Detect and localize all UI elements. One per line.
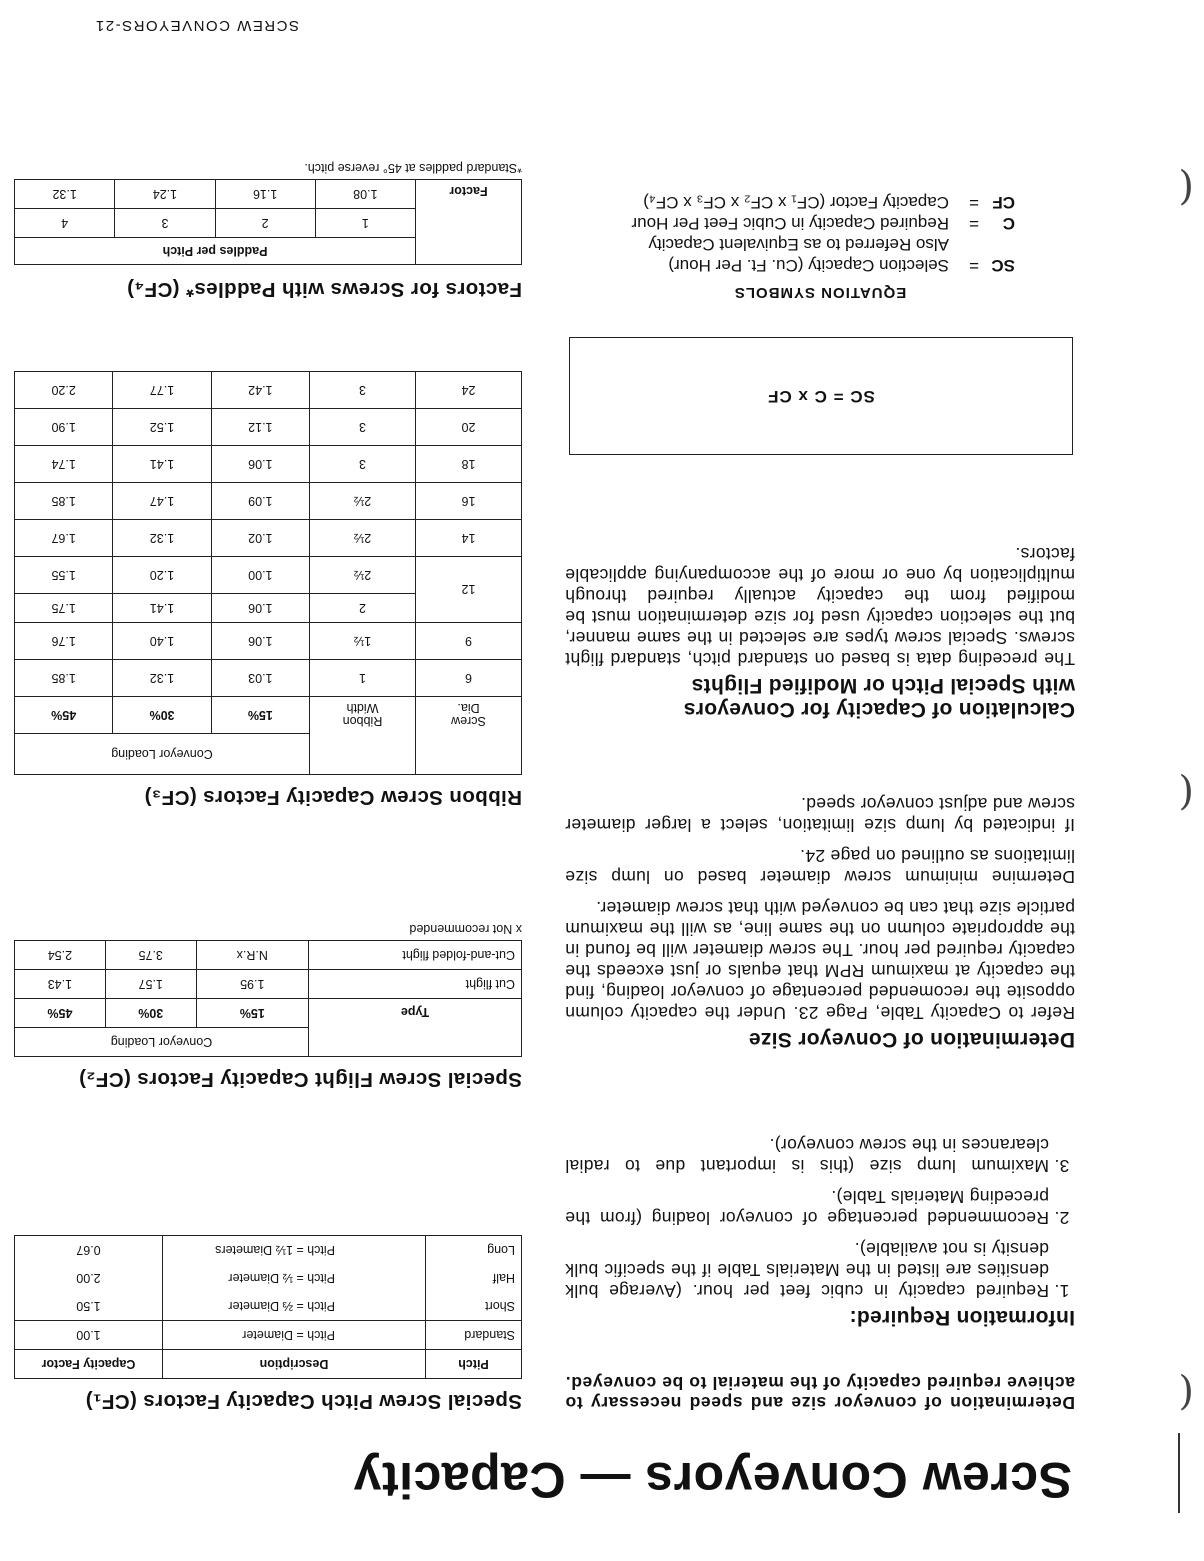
table-cell: Pitch = Diameter: [163, 1321, 426, 1350]
table-cell: 1.55: [15, 557, 113, 594]
table-cell: 1.43: [15, 970, 106, 999]
table-row: [15, 1264, 522, 1292]
header-line: Dia.: [457, 701, 480, 715]
table-cell: 16: [416, 483, 522, 520]
equation-symbols-title: EQUATION SYMBOLS: [733, 284, 907, 301]
table-cell: Cut-and-folded flight: [309, 941, 522, 970]
list-item: 3. Maximum lump size (this is important due to radial clearances in the screw conveyor).: [565, 1134, 1049, 1176]
margin-rule: [1178, 1433, 1180, 1513]
table-row: [15, 483, 522, 520]
table-header-row: [15, 238, 522, 265]
column-header: 45%: [15, 999, 106, 1028]
column-header: Pitch: [426, 1350, 522, 1379]
cf1-table: [14, 1235, 522, 1379]
binder-hole-mark: (: [1178, 1370, 1194, 1416]
cf1-title: Special Screw Pitch Capacity Factors (CF₁): [85, 1390, 522, 1413]
table-cell: 1: [310, 660, 416, 697]
table-cell: 20: [416, 409, 522, 446]
table-cell: 2: [310, 594, 416, 623]
table-cell: 3.75: [105, 941, 196, 970]
table-cell: 1.52: [113, 409, 211, 446]
list-item: 2. Recommended percentage of conveyor loading (from the preceding Materials Table).: [565, 1186, 1049, 1228]
table-cell: 2½: [310, 557, 416, 594]
header-line: Width: [346, 701, 379, 715]
table-cell: 1.00: [15, 1321, 163, 1350]
formula: SC = C x CF: [767, 387, 875, 406]
table-cell: 1.08: [315, 180, 415, 209]
cf3-section: [12, 371, 522, 809]
equation-symbol-row: [565, 213, 1015, 234]
column-header: 15%: [211, 697, 309, 734]
symbol-definition: Selection Capacity (Cu. Ft. Per Hour): [668, 256, 949, 275]
table-cell: 1.03: [211, 660, 309, 697]
cf4-note: *Standard paddles at 45° reverse pitch.: [304, 161, 522, 175]
table-row: [15, 446, 522, 483]
table-cell: 1.24: [115, 180, 215, 209]
list-item: 1. Required capacity in cubic feet per hour. (Average bulk densities are listed in the Materials Table if the specific bulk density is not available).: [565, 1238, 1049, 1301]
table-cell: 1.12: [211, 409, 309, 446]
table-cell: Pitch = ½ Diameter: [163, 1264, 426, 1292]
cf1-section: [12, 1235, 522, 1413]
column-header: [310, 697, 416, 775]
equation-symbol-row: [565, 234, 1015, 276]
table-cell: 2.00: [15, 1264, 163, 1292]
table-cell: 9: [416, 623, 522, 660]
table-row: [15, 520, 522, 557]
table-cell: 2.20: [15, 372, 113, 409]
symbol-definition: Required Capacity in Cubic Feet Per Hour: [631, 214, 949, 233]
conveyor-size-heading: Determination of Conveyor Size: [748, 1028, 1075, 1051]
table-cell: 2.54: [15, 941, 106, 970]
table-cell: 1.02: [211, 520, 309, 557]
table-cell: 1.74: [15, 446, 113, 483]
table-cell: 1.42: [211, 372, 309, 409]
table-cell: 1.32: [113, 660, 211, 697]
column-header: 30%: [105, 999, 196, 1028]
table-cell: 3: [115, 209, 215, 238]
equation-symbol-row: [565, 192, 1015, 213]
equals-sign: =: [969, 193, 979, 212]
header-line: Screw: [451, 714, 486, 728]
cf4-title: Factors for Screws with Paddles* (CF₄): [126, 278, 522, 301]
cf4-section: [12, 161, 522, 301]
table-cell: 1.06: [211, 594, 309, 623]
column-header: 30%: [113, 697, 211, 734]
table-cell: 1.32: [113, 520, 211, 557]
column-header: 45%: [15, 697, 113, 734]
table-cell: 1.00: [211, 557, 309, 594]
table-cell: 2½: [310, 520, 416, 557]
table-cell: 3: [310, 409, 416, 446]
table-header-row: [15, 1350, 522, 1379]
table-cell: Short: [426, 1292, 522, 1321]
table-cell: 1.50: [15, 1292, 163, 1321]
symbol-definition-line2: Also Referred to as Equivalent Capacity: [648, 235, 949, 254]
special-pitch-section: [565, 543, 1075, 721]
table-row: [15, 941, 522, 970]
information-required-section: [565, 1124, 1075, 1329]
group-header: Conveyor Loading: [15, 734, 310, 775]
table-cell: 24: [416, 372, 522, 409]
table-cell: 1.95: [196, 970, 308, 999]
column-header: Type: [309, 999, 522, 1057]
table-cell: 2½: [310, 483, 416, 520]
symbol: C: [1002, 214, 1015, 233]
table-cell: Pitch = ⅔ Diameter: [163, 1292, 426, 1321]
equation-symbols-section: [565, 192, 1075, 301]
table-cell: 3: [310, 446, 416, 483]
group-header: Conveyor Loading: [15, 1028, 309, 1057]
special-pitch-paragraph: The preceding data is based on standard pitch, standard flight screws. Special screw types are selected in the same manner, but the selection capacity used for size determination must be modified from the capacity actually required through multiplication by one or more of the accompanying applicable factors.: [565, 544, 1075, 669]
row-header-cell: Factor: [416, 180, 522, 265]
table-header-row: [15, 1028, 522, 1057]
table-row: [15, 372, 522, 409]
table-cell: 1.47: [113, 483, 211, 520]
table-cell: Standard: [426, 1321, 522, 1350]
column-header: Capacity Factor: [15, 1350, 163, 1379]
table-row: [15, 970, 522, 999]
cf2-title: Special Screw Flight Capacity Factors (CF₂): [78, 1068, 522, 1091]
symbol-definition: Capacity Factor (CF₁ x CF₂ x CF₃ x CF₄): [643, 193, 949, 212]
page-title: Screw Conveyors — Capacity: [353, 1452, 1072, 1508]
conveyor-size-paragraph: If indicated by lump size limitation, select a larger diameter screw and adjust conveyor speed.: [565, 794, 1075, 835]
table-cell: 1.76: [15, 623, 113, 660]
table-cell: 1: [315, 209, 415, 238]
table-cell: N.R.x: [196, 941, 308, 970]
equals-sign: =: [969, 214, 979, 233]
table-cell: 1.20: [113, 557, 211, 594]
table-cell: 1.67: [15, 520, 113, 557]
table-row: [15, 660, 522, 697]
table-cell: 1.85: [15, 483, 113, 520]
cf2-section: [12, 922, 522, 1091]
table-row: [15, 1292, 522, 1321]
table-cell: 1.06: [211, 623, 309, 660]
table-cell: 12: [416, 557, 522, 623]
table-cell: 1.09: [211, 483, 309, 520]
cf3-table: [14, 371, 522, 775]
table-cell: 18: [416, 446, 522, 483]
table-row: [15, 409, 522, 446]
information-required-heading: Information Required:: [849, 1306, 1075, 1329]
table-row: [15, 623, 522, 660]
column-header: [416, 697, 522, 775]
group-header: Paddles per Pitch: [15, 238, 416, 265]
table-cell: 1.90: [15, 409, 113, 446]
column-header: 15%: [196, 999, 308, 1028]
table-header-row: [15, 734, 522, 775]
table-row: [15, 594, 522, 623]
symbol: SC: [991, 256, 1015, 275]
page-footer: SCREW CONVEYORS-21: [94, 17, 299, 34]
table-cell: 1.75: [15, 594, 113, 623]
conveyor-size-paragraph: Refer to Capacity Table, Page 23. Under the capacity column opposite the recomended percentage of conveyor loading, find the capacity at maximum RPM that equals or just exceeds the capacity required per hour. The screw diameter will be found in the appropriate column on the same line, as will the maximum particle size that can be conveyed with that screw diameter.: [565, 898, 1075, 1023]
intro-paragraph: Determination of conveyor size and speed necessary to achieve required capacity of the material to be conveyed.: [565, 1373, 1075, 1413]
table-cell: 1.41: [113, 446, 211, 483]
table-cell: 0.67: [15, 1236, 163, 1265]
table-cell: Pitch = 1½ Diameters: [163, 1236, 426, 1265]
table-cell: 1.16: [215, 180, 315, 209]
special-pitch-heading-line2: with Special Pitch or Modified Flights: [691, 674, 1075, 697]
special-pitch-heading: Calculation of Capacity for Conveyors: [683, 698, 1075, 721]
table-row: [15, 1236, 522, 1265]
formula-box: [569, 337, 1073, 455]
information-required-list: [565, 1134, 1075, 1301]
table-cell: Long: [426, 1236, 522, 1265]
equals-sign: =: [969, 256, 979, 275]
conveyor-size-paragraph: Determine minimum screw diameter based on lump size limitations as outlined on page 24.: [565, 846, 1075, 887]
binder-hole-mark: (: [1178, 165, 1194, 211]
header-line: Ribbon: [342, 714, 383, 728]
table-cell: 3: [310, 372, 416, 409]
table-cell: 1.06: [211, 446, 309, 483]
table-cell: Cut flight: [309, 970, 522, 999]
table-cell: 1.77: [113, 372, 211, 409]
table-cell: 6: [416, 660, 522, 697]
table-cell: 2: [215, 209, 315, 238]
table-cell: 1.41: [113, 594, 211, 623]
conveyor-size-section: [565, 793, 1075, 1051]
table-cell: 1.85: [15, 660, 113, 697]
cf2-note: x Not recommended: [409, 922, 522, 936]
table-cell: 1.32: [15, 180, 115, 209]
table-row: [15, 1321, 522, 1350]
binder-hole-mark: (: [1178, 770, 1194, 816]
cf2-table: [14, 940, 522, 1057]
table-cell: 4: [15, 209, 115, 238]
symbol: CF: [992, 193, 1015, 212]
table-cell: 14: [416, 520, 522, 557]
column-header: Description: [163, 1350, 426, 1379]
cf3-title: Ribbon Screw Capacity Factors (CF₃): [144, 786, 522, 809]
table-cell: 1.40: [113, 623, 211, 660]
table-cell: 1.57: [105, 970, 196, 999]
table-cell: 1½: [310, 623, 416, 660]
table-cell: Half: [426, 1264, 522, 1292]
cf4-table: [14, 179, 522, 265]
